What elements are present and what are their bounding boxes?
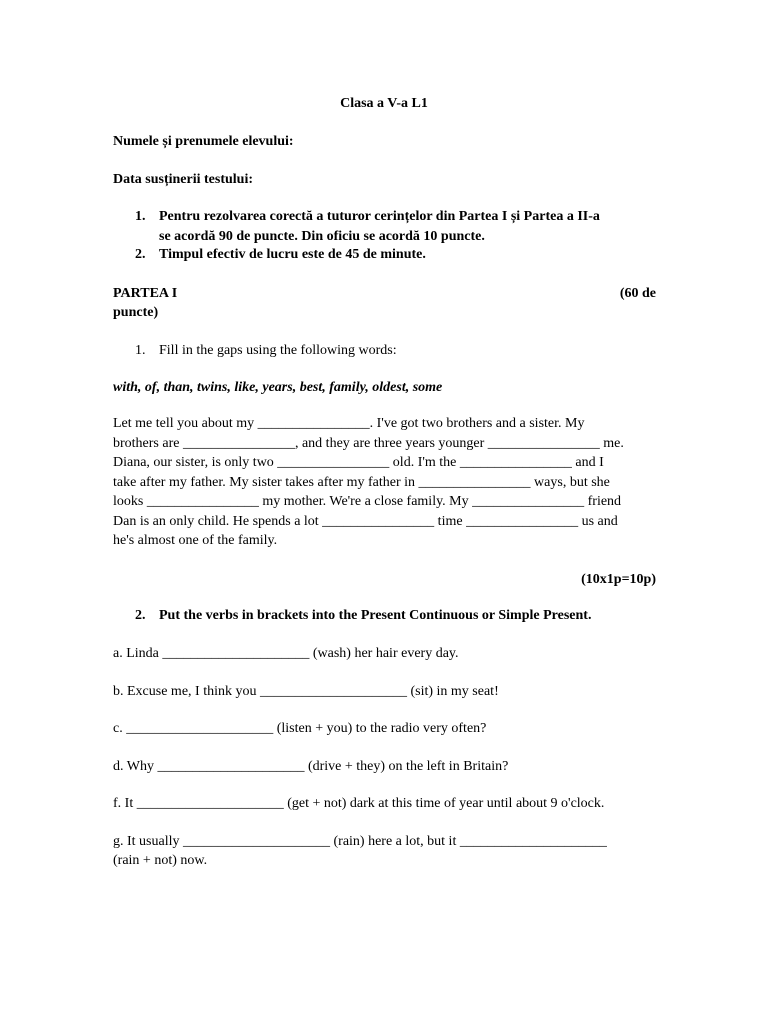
instruction-number-2: 2. bbox=[135, 247, 146, 262]
exercise-2-item-f: f. It _____________________ (get + not) dark at this time of year until about 9 o'clock. bbox=[113, 796, 605, 811]
exercise-2-item-d: d. Why _____________________ (drive + they) on the left in Britain? bbox=[113, 759, 509, 774]
exercise-2-item-c: c. _____________________ (listen + you) to the radio very often? bbox=[113, 721, 487, 736]
exercise-2-item-b: b. Excuse me, I think you _____________________ (sit) in my seat! bbox=[113, 684, 499, 699]
part-1-title: PARTEA I bbox=[113, 286, 178, 301]
exercise-2-item-g-cont: (rain + not) now. bbox=[113, 853, 208, 868]
paragraph-line: Let me tell you about my ________________. I've got two brothers and a sister. My bbox=[113, 416, 585, 431]
part-1-points: (60 de bbox=[619, 286, 656, 301]
student-name-label: Numele și prenumele elevului: bbox=[113, 134, 294, 149]
exercise-2-item-g: g. It usually _____________________ (rain) here a lot, but it _____________________ bbox=[113, 834, 607, 849]
paragraph-line: looks ________________ my mother. We're a close family. My ________________ friend bbox=[113, 494, 622, 509]
page-title: Clasa a V-a L1 bbox=[340, 96, 428, 111]
paragraph-line: he's almost one of the family. bbox=[113, 533, 278, 548]
test-date-label: Data susținerii testului: bbox=[113, 172, 253, 187]
instruction-2-line-1: Timpul efectiv de lucru este de 45 de minute. bbox=[159, 247, 426, 262]
word-bank: with, of, than, twins, like, years, best, family, oldest, some bbox=[113, 380, 443, 395]
paragraph-line: Dan is an only child. He spends a lot ________________ time ________________ us and bbox=[113, 513, 618, 529]
paragraph-line: take after my father. My sister takes after my father in ________________ ways, but she bbox=[113, 474, 610, 490]
paragraph-line: Diana, our sister, is only two ________________ old. I'm the ________________ and I bbox=[113, 455, 604, 470]
instruction-1-line-1: Pentru rezolvarea corectă a tuturor cerințelor din Partea I și Partea a II-a bbox=[159, 209, 600, 224]
exercise-1-number: 1. bbox=[135, 343, 146, 358]
exercise-2-number: 2. bbox=[135, 608, 146, 623]
instruction-number-1: 1. bbox=[135, 209, 146, 224]
instruction-1-line-2: se acordă 90 de puncte. Din oficiu se acordă 10 puncte. bbox=[159, 229, 485, 244]
exercise-1-instruction: Fill in the gaps using the following words: bbox=[159, 343, 397, 358]
exercise-2-item-a: a. Linda _____________________ (wash) her hair every day. bbox=[113, 646, 459, 661]
part-1-points-cont: puncte) bbox=[113, 305, 159, 320]
exercise-2-instruction: Put the verbs in brackets into the Present Continuous or Simple Present. bbox=[159, 608, 592, 623]
exercise-1-paragraph bbox=[113, 414, 653, 551]
paragraph-line: brothers are ________________, and they are three years younger ________________ me. bbox=[113, 435, 624, 451]
exercise-1-score: (10x1p=10p) bbox=[581, 572, 656, 587]
